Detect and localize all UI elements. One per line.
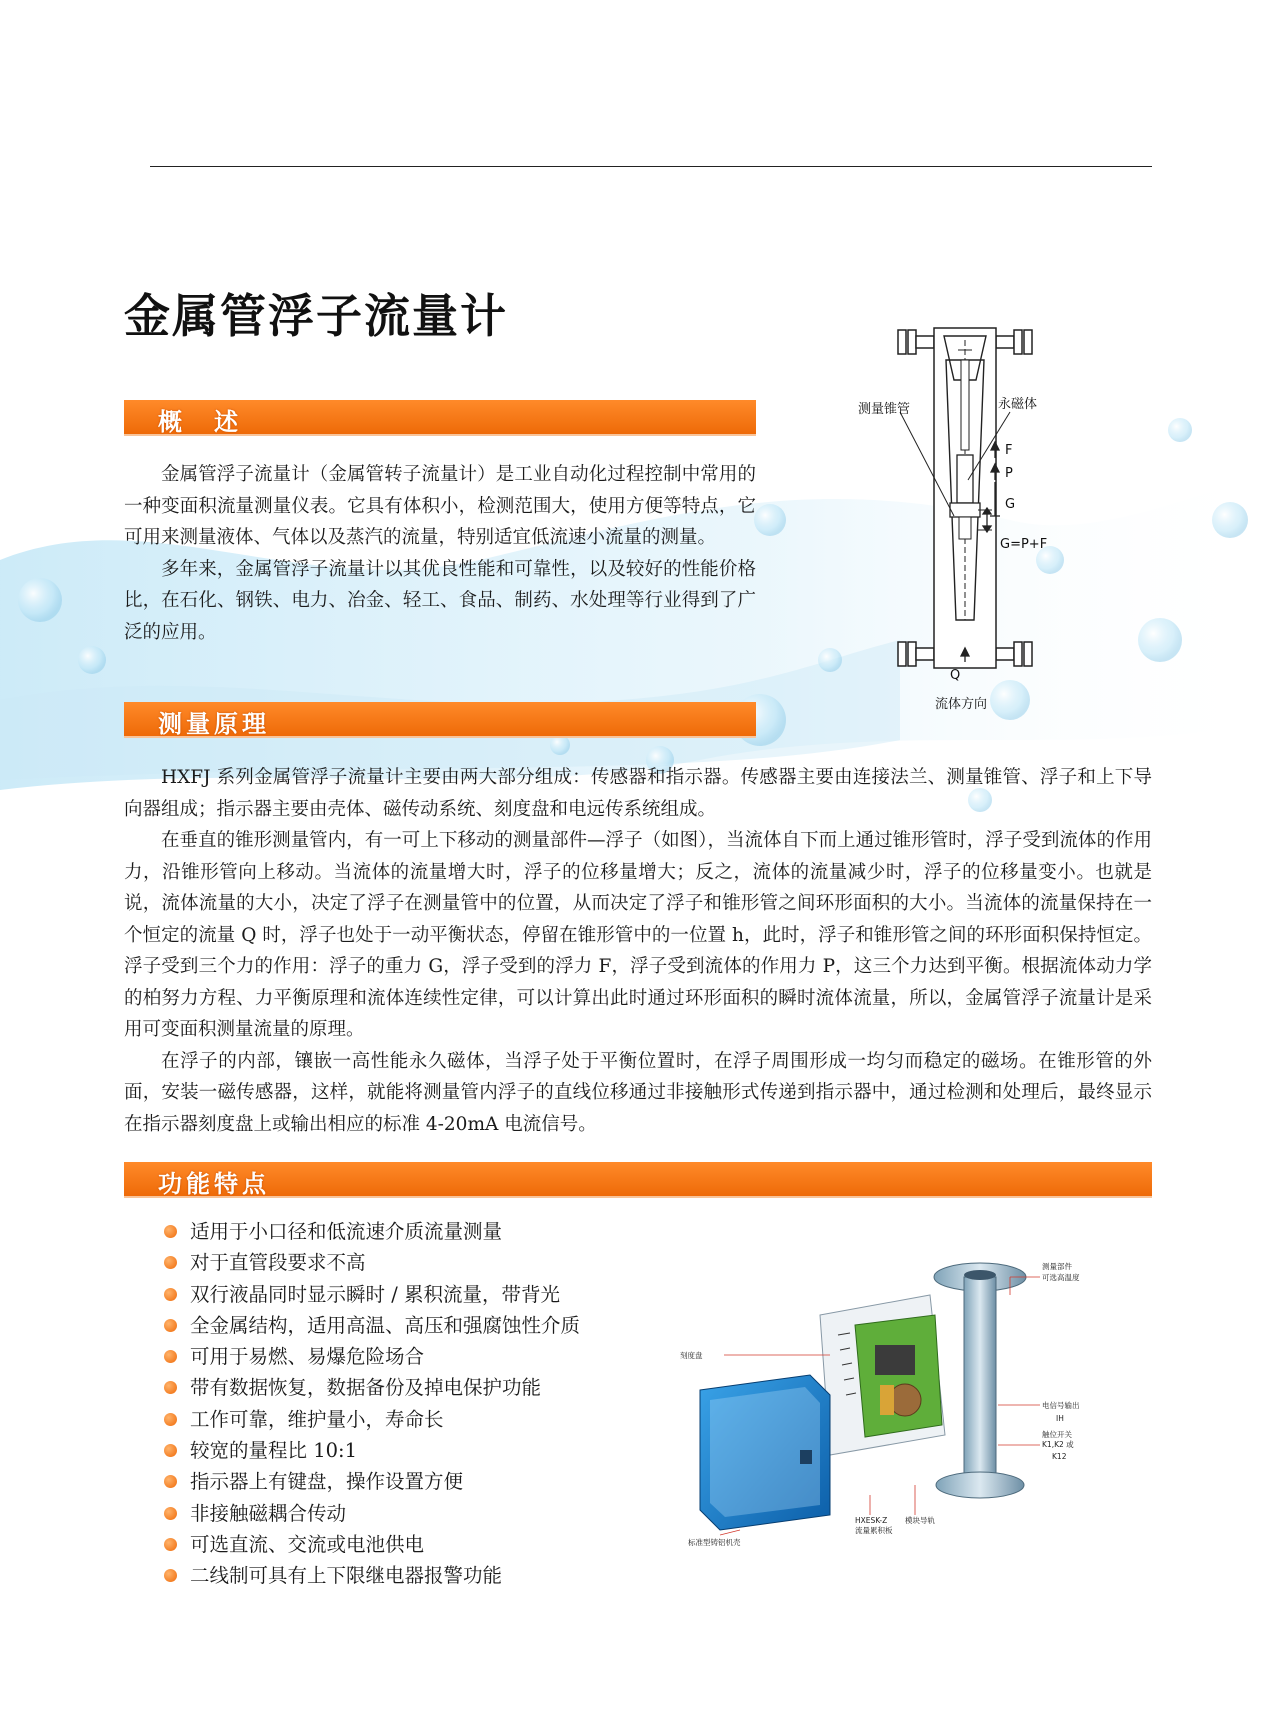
label-F: F	[1005, 443, 1013, 458]
label-k12: K12	[1052, 1452, 1067, 1461]
overview-paragraph-2: 多年来，金属管浮子流量计以其优良性能和可靠性，以及较好的性能价格比，在石化、钢铁、电力、冶金、轻工、食品、制药、水处理等行业得到了广泛的应用。	[124, 558, 756, 643]
label-magnet: 永磁体	[998, 397, 1038, 412]
bullet-icon	[164, 1538, 177, 1551]
bullet-icon	[164, 1444, 177, 1457]
feature-item: 可选直流、交流或电池供电	[160, 1529, 580, 1560]
bullet-icon	[164, 1413, 177, 1426]
feature-item: 可用于易燃、易爆危险场合	[160, 1341, 580, 1372]
overview-text	[124, 459, 756, 648]
section-title-overview: 概 述	[158, 408, 242, 436]
label-case: 标准型铸铝机壳	[688, 1538, 741, 1547]
label-scale: 刻度盘	[680, 1351, 703, 1360]
feature-item: 指示器上有键盘，操作设置方便	[160, 1466, 580, 1497]
label-ih: IH	[1056, 1414, 1064, 1423]
label-board1: HXESK-Z	[855, 1516, 888, 1525]
section-title-principle: 测量原理	[158, 710, 270, 738]
bullet-icon	[164, 1381, 177, 1394]
label-flow-direction: 流体方向	[935, 697, 988, 712]
overview-paragraph-1: 金属管浮子流量计（金属管转子流量计）是工业自动化过程控制中常用的一种变面积流量测量仪表。它具有体积小，检测范围大，使用方便等特点，它可用来测量液体、气体以及蒸汽的流量，特别适宜低流速小流量的测量。	[124, 464, 756, 548]
bullet-icon	[164, 1288, 177, 1301]
label-part1: 测量部件	[1042, 1262, 1072, 1271]
label-P: P	[1005, 466, 1013, 481]
section-title-features: 功能特点	[158, 1170, 270, 1198]
label-signal: 电信号输出	[1042, 1401, 1080, 1410]
bullet-icon	[164, 1569, 177, 1582]
principle-paragraph-1: HXFJ 系列金属管浮子流量计主要由两大部分组成：传感器和指示器。传感器主要由连接法兰、测量锥管、浮子和上下导向器组成；指示器主要由壳体、磁传动系统、刻度盘和电远传系统组成。	[124, 767, 1152, 820]
bullet-icon	[164, 1507, 177, 1520]
feature-item: 工作可靠，维护量小，寿命长	[160, 1404, 580, 1435]
section-header-features	[124, 1162, 1152, 1198]
label-board2: 流量累积板	[855, 1526, 893, 1535]
feature-item: 对于直管段要求不高	[160, 1247, 580, 1278]
label-G: G	[1005, 497, 1016, 512]
feature-item: 双行液晶同时显示瞬时 / 累积流量，带背光	[160, 1279, 580, 1310]
label-rail: 模块导轨	[905, 1516, 935, 1525]
flowmeter-diagram	[850, 320, 1080, 720]
label-switch2: K1,K2 或	[1042, 1440, 1074, 1449]
principle-text	[124, 762, 1152, 1140]
principle-paragraph-2: 在垂直的锥形测量管内，有一可上下移动的测量部件—浮子（如图），当流体自下而上通过锥形管时，浮子受到流体的作用力，沿锥形管向上移动。当流体的流量增大时，浮子的位移量增大；反之，流体的流量减少时，浮子的位移量变小。也就是说，流体流量的大小，决定了浮子在测量管中的位置，从而决定了浮子和锥形管之间环形面积的大小。当流体的流量保持在一个恒定的流量 Q 时，浮子也处于一动平衡状态，停留在锥形管中的一位置 h，此时，浮子和锥形管之间的环形面积保持恒定。浮子受到三个力的作用：浮子的重力 G，浮子受到的浮力 F，浮子受到流体的作用力 P，这三个力达到平衡。根据流体动力学的柏努力方程、力平衡原理和流体连续性定律，可以计算出此时通过环形面积的瞬时流体流量，所以，金属管浮子流量计是采用可变面积测量流量的原理。	[124, 830, 1152, 1040]
bullet-icon	[164, 1256, 177, 1269]
feature-item: 适用于小口径和低流速介质流量测量	[160, 1216, 580, 1247]
label-switch1: 触位开关	[1042, 1430, 1072, 1439]
principle-paragraph-3: 在浮子的内部，镶嵌一高性能永久磁体，当浮子处于平衡位置时，在浮子周围形成一均匀而稳定的磁场。在锥形管的外面，安装一磁传感器，这样，就能将测量管内浮子的直线位移通过非接触形式传递到指示器中，通过检测和处理后，最终显示在指示器刻度盘上或输出相应的标准 4-20mA 电流信号。	[124, 1050, 1152, 1135]
feature-list	[160, 1216, 580, 1592]
bullet-icon	[164, 1319, 177, 1332]
label-Q: Q	[950, 668, 961, 683]
section-header-overview	[124, 400, 756, 436]
bullet-icon	[164, 1225, 177, 1238]
page-title: 金属管浮子流量计	[124, 289, 508, 343]
section-header-principle	[124, 702, 756, 738]
bullet-icon	[164, 1475, 177, 1488]
feature-item: 全金属结构，适用高温、高压和强腐蚀性介质	[160, 1310, 580, 1341]
bullet-icon	[164, 1350, 177, 1363]
feature-item: 带有数据恢复，数据备份及掉电保护功能	[160, 1372, 580, 1403]
label-tube: 测量锥管	[858, 402, 911, 417]
feature-item: 二线制可具有上下限继电器报警功能	[160, 1560, 580, 1591]
product-illustration	[680, 1255, 1100, 1555]
feature-item: 非接触磁耦合传动	[160, 1498, 580, 1529]
label-equation: G=P+F	[1000, 537, 1048, 552]
feature-item: 较宽的量程比 10:1	[160, 1435, 580, 1466]
label-part2: 可选高温度	[1042, 1273, 1080, 1282]
header-rule	[150, 166, 1152, 167]
